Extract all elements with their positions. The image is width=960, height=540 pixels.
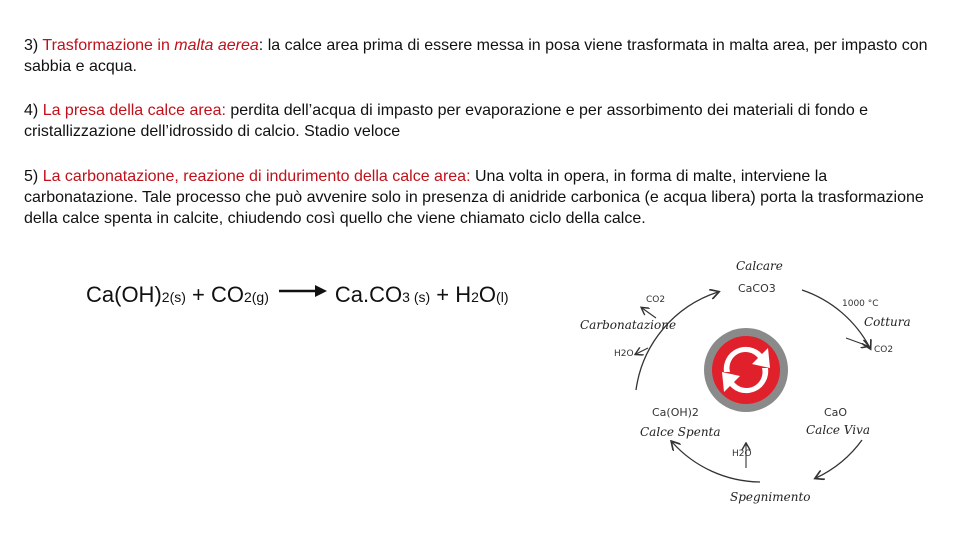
label-temperature: 1000 °C <box>842 299 879 309</box>
label-calce-viva: Calce Viva <box>806 423 871 437</box>
label-h2o-left: H2O <box>614 349 634 359</box>
subscript: 2(g) <box>243 289 269 305</box>
label-cao: CaO <box>824 406 848 419</box>
product-o: O <box>478 282 497 307</box>
label-caco3: CaCO3 <box>738 282 776 295</box>
h2o-out-arrow <box>636 348 648 354</box>
label-carbonatazione: Carbonatazione <box>580 318 677 332</box>
subscript: 2 <box>471 289 479 305</box>
title-colon: : <box>258 37 264 54</box>
paragraph-malta-aerea <box>24 35 929 77</box>
label-spegnimento: Spegnimento <box>730 490 811 504</box>
paragraph-body: Una volta in opera, in forma di malte, interviene la carbonatazione. Tale processo che può avvenire solo in presenza di anidride carbonica (e acqua libera) porta la trasformazione della calce spenta in calcite, chiudendo così quello che viene chiamato ciclo della calce. <box>24 168 924 227</box>
title-part: Trasformazione in <box>42 37 175 54</box>
cycle-arc-bottom-right <box>816 440 862 478</box>
state-label: (s) <box>169 289 186 305</box>
paragraph-presa <box>24 100 929 142</box>
paragraph-body: la calce area prima di essere messa in posa viene trasformata in malta area, per impasto con sabbia e acqua. <box>24 37 928 75</box>
co2-in-arrow <box>642 308 656 318</box>
state-label: (s) <box>409 289 431 305</box>
cycle-arc-bottom-left <box>672 442 760 482</box>
label-calce-spenta: Calce Spenta <box>640 425 721 439</box>
label-cottura: Cottura <box>864 315 911 329</box>
subscript: 2 <box>161 289 170 305</box>
product-h: + H <box>430 282 472 307</box>
label-co2-right: CO2 <box>874 345 894 355</box>
label-caoh2: Ca(OH)2 <box>652 406 699 419</box>
subscript: 3 <box>402 289 410 305</box>
item-number: 5) <box>24 168 39 185</box>
paragraph-carbonatazione <box>24 166 929 229</box>
paragraph-title: La carbonatazione, reazione di indurimento della calce area: <box>42 168 471 185</box>
label-co2-left: CO2 <box>646 295 666 305</box>
reaction-arrow-icon <box>277 284 327 298</box>
state-label: (l) <box>496 289 509 305</box>
item-number: 3) <box>24 37 39 54</box>
recycle-icon <box>704 328 788 412</box>
paragraph-title <box>42 37 258 54</box>
item-number: 4) <box>24 102 39 119</box>
label-calcare: Calcare <box>736 259 783 273</box>
paragraph-title: La presa della calce area: <box>42 102 226 119</box>
lime-cycle-diagram <box>570 250 930 520</box>
reactant-caoh: Ca(OH) <box>86 282 162 307</box>
label-h2o-bottom: H2O <box>732 449 752 459</box>
title-italic-part: malta aerea <box>174 37 259 54</box>
reactant-co: + CO <box>185 282 244 307</box>
product-caco: Ca.CO <box>334 282 403 307</box>
chemical-equation <box>86 280 508 312</box>
paragraph-body: perdita dell’acqua di impasto per evaporazione e per assorbimento dei materiali di fondo e cristallizzazione dell’idrossido di calcio. Stadio veloce <box>24 102 869 140</box>
